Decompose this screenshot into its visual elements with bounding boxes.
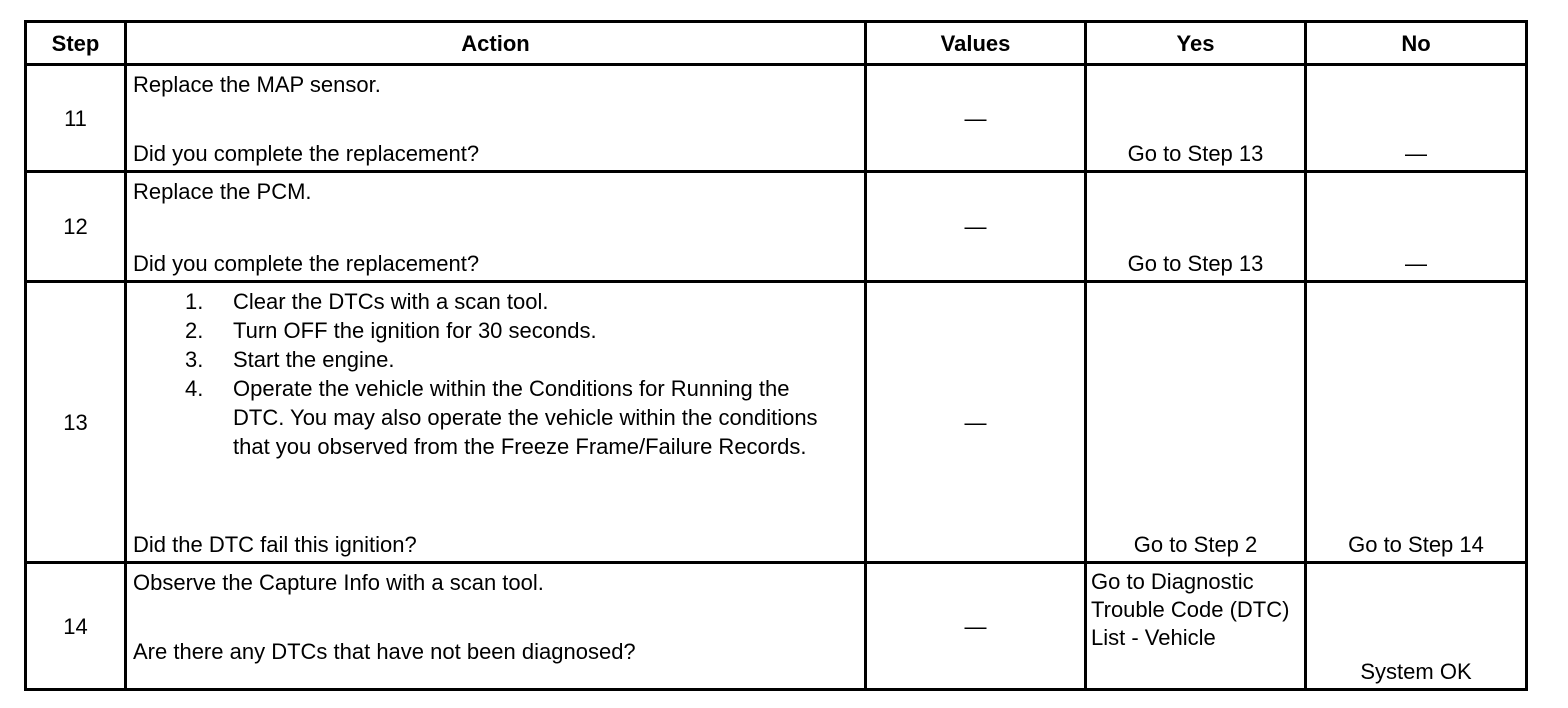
action-question: Did you complete the replacement? — [133, 141, 480, 166]
procedure-step-number: 2. — [185, 318, 204, 343]
yes-link: Go to Step 2 — [1133, 532, 1258, 557]
procedure-step — [185, 316, 858, 345]
no-cell — [1306, 172, 1527, 282]
action-text: Replace the PCM. — [133, 179, 312, 204]
table-row — [26, 282, 1527, 563]
yes-link: Go to Step 13 — [1127, 251, 1264, 276]
action-text: Replace the MAP sensor. — [133, 72, 381, 97]
no-value: — — [1405, 251, 1427, 276]
yes-cell — [1086, 563, 1306, 690]
yes-cell — [1086, 65, 1306, 172]
header-yes: Yes — [1086, 22, 1306, 65]
diagnostic-table — [24, 20, 1528, 691]
step-number: 11 — [26, 65, 126, 172]
yes-link: Go to Diagnostic Trouble Code (DTC) List - Vehicle — [1091, 569, 1290, 650]
action-cell — [126, 172, 866, 282]
step-number: 12 — [26, 172, 126, 282]
procedure-step — [185, 287, 858, 316]
table-row — [26, 65, 1527, 172]
procedure-step-number: 1. — [185, 289, 204, 314]
procedure-list — [133, 287, 858, 461]
values-cell: — — [866, 282, 1086, 563]
action-cell — [126, 65, 866, 172]
action-cell — [126, 563, 866, 690]
table-row — [26, 172, 1527, 282]
header-values: Values — [866, 22, 1086, 65]
table-row — [26, 563, 1527, 690]
no-value: System OK — [1360, 659, 1472, 684]
yes-link: Go to Step 13 — [1127, 141, 1264, 166]
values-cell: — — [866, 563, 1086, 690]
action-question: Did the DTC fail this ignition? — [133, 532, 417, 557]
procedure-step-number: 4. — [185, 376, 204, 401]
action-question: Did you complete the replacement? — [133, 251, 480, 276]
procedure-step-number: 3. — [185, 347, 204, 372]
procedure-step-text: Start the engine. — [233, 347, 395, 372]
no-link: Go to Step 14 — [1348, 532, 1484, 557]
header-step: Step — [26, 22, 126, 65]
step-number: 14 — [26, 563, 126, 690]
step-number: 13 — [26, 282, 126, 563]
header-action: Action — [126, 22, 866, 65]
values-cell: — — [866, 172, 1086, 282]
action-text: Observe the Capture Info with a scan tool. — [133, 570, 544, 595]
action-question: Are there any DTCs that have not been diagnosed? — [133, 639, 636, 664]
procedure-step-text: Turn OFF the ignition for 30 seconds. — [233, 318, 597, 343]
no-value: — — [1405, 141, 1427, 166]
header-no: No — [1306, 22, 1527, 65]
no-cell — [1306, 65, 1527, 172]
yes-cell — [1086, 172, 1306, 282]
no-cell — [1306, 563, 1527, 690]
header-row — [26, 22, 1527, 65]
procedure-step-text: Clear the DTCs with a scan tool. — [233, 289, 549, 314]
procedure-step — [185, 345, 858, 374]
procedure-step — [185, 374, 858, 461]
yes-cell — [1086, 282, 1306, 563]
no-cell — [1306, 282, 1527, 563]
action-cell — [126, 282, 866, 563]
procedure-step-text: Operate the vehicle within the Conditions for Running the DTC. You may also operate the vehicle within the conditions that you observed from the Freeze Frame/Failure Records. — [233, 376, 818, 459]
values-cell: — — [866, 65, 1086, 172]
